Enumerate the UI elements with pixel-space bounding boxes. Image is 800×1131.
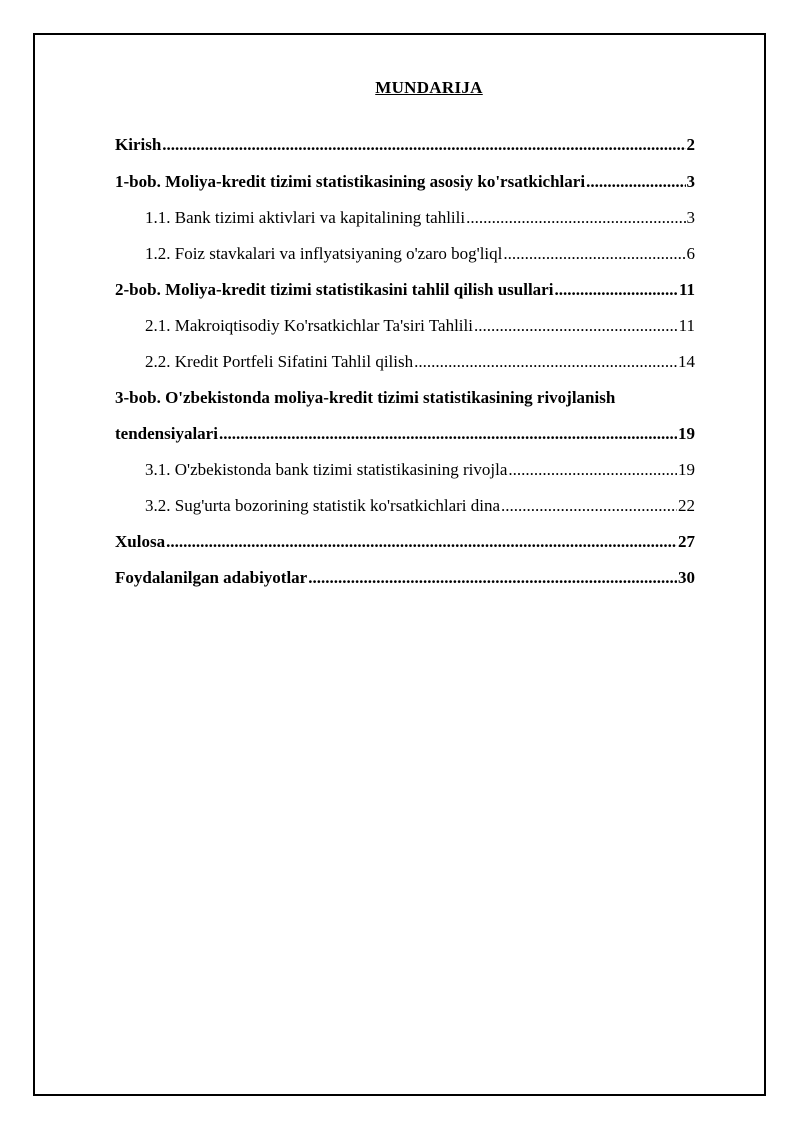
toc-entry-label: 1.2. Foiz stavkalari va inflyatsiyaning o'zaro bog'liql xyxy=(145,244,503,263)
toc-entry-page: 11 xyxy=(678,280,695,299)
toc-entry-page: 27 xyxy=(678,532,695,551)
dot-leader xyxy=(474,316,678,336)
toc-entry-label: 2.1. Makroiqtisodiy Ko'rsatkichlar Ta'siri Tahlili xyxy=(145,316,473,335)
table-of-contents xyxy=(115,126,695,588)
toc-entry-section-1-1[interactable] xyxy=(115,208,695,228)
toc-entry-references[interactable] xyxy=(115,568,695,588)
dot-leader xyxy=(503,244,685,264)
toc-entry-label: 3.2. Sug'urta bozorining statistik ko'rsatkichlari dina xyxy=(145,496,501,515)
dot-leader xyxy=(508,460,677,480)
toc-entry-label-line2: tendensiyalari xyxy=(115,424,218,443)
toc-entry-page: 3 xyxy=(686,172,695,191)
toc-entry-section-3-1[interactable] xyxy=(115,460,695,480)
toc-entry-section-1-2[interactable] xyxy=(115,244,695,264)
toc-entry-page: 19 xyxy=(678,424,695,443)
dot-leader xyxy=(501,496,677,516)
toc-entry-label: 1-bob. Moliya-kredit tizimi statistikasining asosiy ko'rsatkichlari xyxy=(115,172,586,191)
toc-entry-page: 2 xyxy=(686,135,695,154)
toc-entry-label: 2-bob. Moliya-kredit tizimi statistikasini tahlil qilish usullari xyxy=(115,280,554,299)
toc-entry-page: 19 xyxy=(678,460,695,479)
toc-entry-page: 30 xyxy=(678,568,695,587)
toc-entry-page: 3 xyxy=(686,208,695,227)
dot-leader xyxy=(554,280,677,300)
toc-entry-kirish[interactable] xyxy=(115,135,695,155)
dot-leader xyxy=(414,352,677,372)
toc-entry-page: 6 xyxy=(686,244,695,263)
dot-leader xyxy=(166,532,677,552)
toc-entry-page: 11 xyxy=(678,316,695,335)
toc-entry-chapter-1[interactable] xyxy=(115,172,695,192)
toc-entry-chapter-2[interactable] xyxy=(115,280,695,300)
toc-entry-label: 2.2. Kredit Portfeli Sifatini Tahlil qilish xyxy=(145,352,414,371)
toc-entry-label: 3.1. O'zbekistonda bank tizimi statistikasining rivojla xyxy=(145,460,508,479)
toc-title: MUNDARIJA xyxy=(375,78,483,97)
toc-entry-xulosa[interactable] xyxy=(115,532,695,552)
toc-entry-label: 1.1. Bank tizimi aktivlari va kapitalining tahlili xyxy=(145,208,466,227)
toc-entry-label: Xulosa xyxy=(115,532,166,551)
dot-leader xyxy=(219,424,677,444)
dot-leader xyxy=(586,172,685,192)
toc-entry-chapter-3-line2 xyxy=(115,424,695,444)
toc-entry-label: Foydalanilgan adabiyotlar xyxy=(115,568,308,587)
dot-leader xyxy=(308,568,677,588)
toc-entry-section-2-1[interactable] xyxy=(115,316,695,336)
toc-entry-label: Kirish xyxy=(115,135,162,154)
toc-entry-section-3-2[interactable] xyxy=(115,496,695,516)
toc-entry-page: 14 xyxy=(678,352,695,371)
toc-entry-chapter-3[interactable] xyxy=(115,388,695,444)
dot-leader xyxy=(466,208,685,228)
toc-entry-section-2-2[interactable] xyxy=(115,352,695,372)
toc-entry-page: 22 xyxy=(678,496,695,515)
dot-leader xyxy=(162,135,685,155)
toc-entry-label-line1: 3-bob. O'zbekistonda moliya-kredit tizimi statistikasining rivojlanish xyxy=(115,388,616,407)
